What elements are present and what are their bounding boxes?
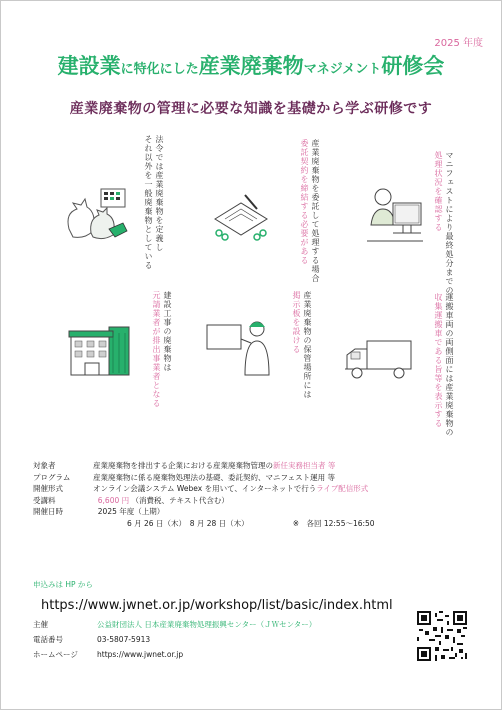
feature-1-text: 法令では産業廃棄物を定義し それ以外を一般廃棄物としている bbox=[144, 135, 164, 270]
feature-4-text: 建設工事の廃棄物は 元請業者が排出事業者となる bbox=[152, 291, 172, 408]
feature-6-text: 運搬車両の両側面には産業廃棄物の 収集運搬車である旨等を表示する bbox=[434, 293, 454, 437]
event-info bbox=[33, 461, 375, 531]
contract-chain-icon bbox=[211, 189, 271, 249]
homepage-link[interactable]: https://www.jwnet.or.jp bbox=[97, 650, 184, 659]
feature-3-text: マニフェストにより最終処分までの 処理状況を確認する bbox=[434, 151, 454, 295]
page-subtitle: 産業廃棄物の管理に必要な知識を基礎から学ぶ研修です bbox=[69, 101, 433, 117]
organizer-info bbox=[33, 620, 316, 665]
truck-icon bbox=[341, 337, 415, 383]
footer-row-phone: 電話番号 03-5807-5913 bbox=[33, 635, 151, 644]
building-icon bbox=[63, 319, 133, 379]
worker-signboard-icon bbox=[205, 317, 273, 379]
apply-label: 申込みは HP から bbox=[33, 580, 93, 589]
qr-code-icon[interactable] bbox=[417, 611, 467, 661]
session-dates: 6 月 26 日（木） 8 月 28 日（木） ※ 各回 12:55～16:50 bbox=[127, 518, 375, 528]
info-row-format: 開催形式 オンライン会議システム Webex を用いて、インターネットで行うライブ配信形式 bbox=[33, 484, 369, 494]
worker-computer-icon bbox=[359, 181, 435, 255]
waste-bags-icon bbox=[63, 183, 131, 253]
page-title: 建設業に特化にした産業廃棄物マネジメント研修会 bbox=[57, 54, 445, 78]
info-row-dates: 開催日時 2025 年度（上期） bbox=[33, 507, 165, 517]
footer-row-homepage: ホームページ https://www.jwnet.or.jp bbox=[33, 650, 316, 665]
info-row-program: プログラム 産業廃棄物に係る廃棄物処理法の基礎、委託契約、マニフェスト運用 等 bbox=[33, 472, 336, 482]
feature-2-text: 産業廃棄物を委託して処理する場合 委託契約を締結する必要がある bbox=[300, 139, 320, 283]
feature-5-text: 産業廃棄物の保管場所には 掲示板を設ける bbox=[292, 291, 312, 399]
registration-url-link[interactable]: https://www.jwnet.or.jp/workshop/list/basic/index.html bbox=[41, 598, 393, 613]
fiscal-year: 2025 年度 bbox=[434, 38, 483, 49]
footer-row-organizer: 主催 公益財団法人 日本産業廃棄物処理振興センター（ＪＷセンター） bbox=[33, 620, 317, 629]
info-row-fee: 受講料 6,600 円 （消費税、テキスト代含む） bbox=[33, 495, 229, 505]
info-row-target: 対象者 産業廃棄物を排出する企業における産業廃棄物管理の新任実務担当者 等 bbox=[33, 461, 336, 470]
